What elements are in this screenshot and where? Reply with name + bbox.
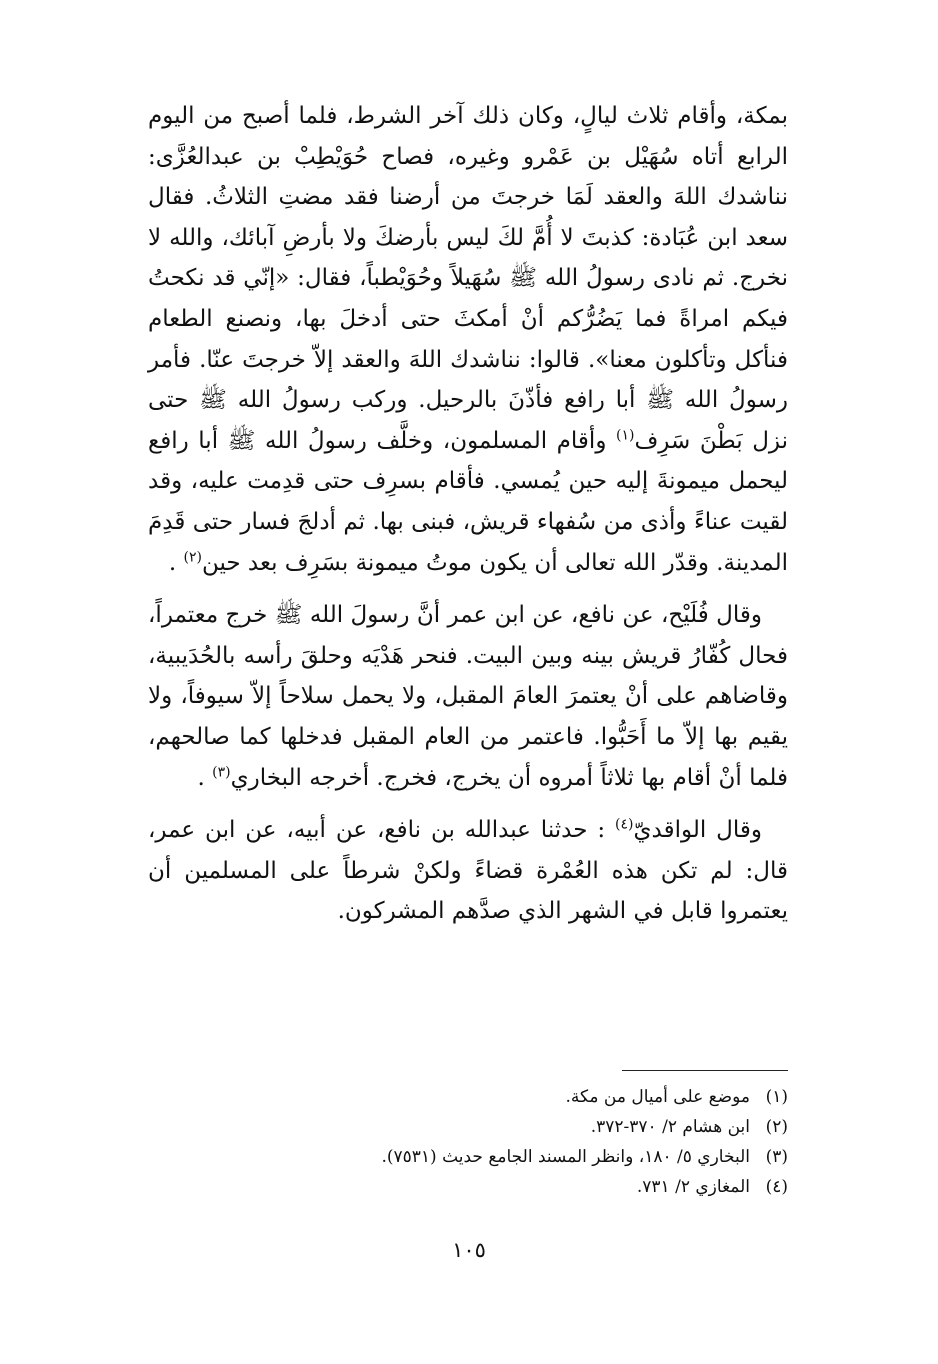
footnote-ref-1: (١) [616, 427, 635, 444]
footnote-text: المغازي ٢/ ٧٣١. [636, 1177, 750, 1197]
footnote-number: (٣) [765, 1147, 788, 1167]
footnote-divider [622, 1070, 788, 1071]
footnote-number: (٤) [765, 1177, 788, 1197]
paragraph-text: وقال الواقديّ [633, 817, 762, 844]
paragraph-3 [148, 810, 788, 932]
footnote-text: موضع على أميال من مكة. [565, 1087, 750, 1107]
footnote-text: ابن هشام ٢/ ٣٧٠-٣٧٢. [590, 1117, 750, 1137]
footnote-ref-4: (٤) [615, 816, 634, 833]
footnote-4 [148, 1172, 788, 1202]
paragraph-text: وقال فُلَيْح، عن نافع، عن ابن عمر أنَّ رسولَ الله ﷺ خرج معتمراً، فحال كُفّارُ قريش بينه وبين البيت. فنحر هَدْيَه وحلقَ رأسه بالحُدَيبية، وقاضاهم على أنْ يعتمرَ العامَ المقبل، ولا يحمل سلاحاً إلاّ سيوفاً، ولا يقيم بها إلاّ ما أَحَبُّوا. فاعتمر من العام المقبل فدخلها كما صالحهم، فلما أنْ أقام بها ثلاثاً أمروه أن يخرج، فخرج. أخرجه البخاري [148, 602, 788, 791]
paragraph-text: بمكة، وأقام ثلاث ليالٍ، وكان ذلك آخر الشرط، فلما أصبح من اليوم الرابع أتاه سُهَيْل بن عَمْرو وغيره، فصاح حُوَيْطِبْ بن عبدالعُزَّى: نناشدك اللهَ والعقد لَمَا خرجتَ من أرضنا فقد مضتِ الثلاثُ. فقال سعد ابن عُبَادة: كذبتَ لا أُمَّ لكَ ليس بأرضكَ ولا بأرضِ آبائك، والله لا نخرج. ثم نادى رسولُ الله ﷺ سُهَيلاً وحُوَيْطباً، فقال: «إنّي قد نكحتُ فيكم امراةً فما يَضُرُّكم أنْ أمكثَ حتى أدخلَ بها، ونصنع الطعام فنأكل وتأكلون معنا». قالوا: نناشدك اللهَ والعقد إلاّ خرجتَ عنّا. فأمر رسولُ الله ﷺ أبا رافع فأذّنَ بالرحيل. وركب رسولُ الله ﷺ حتى نزل بَطْنَ سَرِف [148, 103, 788, 454]
paragraph-2 [148, 595, 788, 798]
page-number: ١٠٥ [452, 1238, 486, 1262]
footnote-text: البخاري ٥/ ١٨٠، وانظر المسند الجامع حديث (٧٥٣١). [381, 1147, 750, 1167]
main-text [148, 96, 788, 932]
paragraph-text: وأقام المسلمون، وخلَّف رسولُ الله ﷺ أبا رافع ليحمل ميمونةَ إليه حين يُمسي. فأقام بسرِف حتى قدِمت عليه، وقد لقيت عناءً وأذى من سُفهاء قريش، فبنى بها. ثم أدلجَ فسار حتى قَدِمَ المدينة. وقدّر الله تعالى أن يكون موتُ ميمونة بسَرِف بعد حين [148, 427, 788, 576]
paragraph-text: : حدثنا عبدالله بن نافع، عن أبيه، عن ابن عمر، قال: لم تكن هذه العُمْرة قضاءً ولكنْ شرطاً على المسلمين أن يعتمروا قابل في الشهر الذي صدَّهم المشركون. [148, 817, 788, 925]
footnote-number: (١) [765, 1087, 788, 1107]
paragraph-1 [148, 96, 788, 583]
paragraph-text: . [168, 549, 184, 576]
footnote-3 [148, 1142, 788, 1172]
footnote-1 [148, 1082, 788, 1112]
footnote-2 [148, 1112, 788, 1142]
footnote-ref-2: (٢) [183, 548, 202, 565]
paragraph-text: . [197, 764, 213, 791]
footnote-number: (٢) [765, 1117, 788, 1137]
footnotes-list [148, 1082, 788, 1202]
footnote-ref-3: (٣) [212, 763, 231, 780]
